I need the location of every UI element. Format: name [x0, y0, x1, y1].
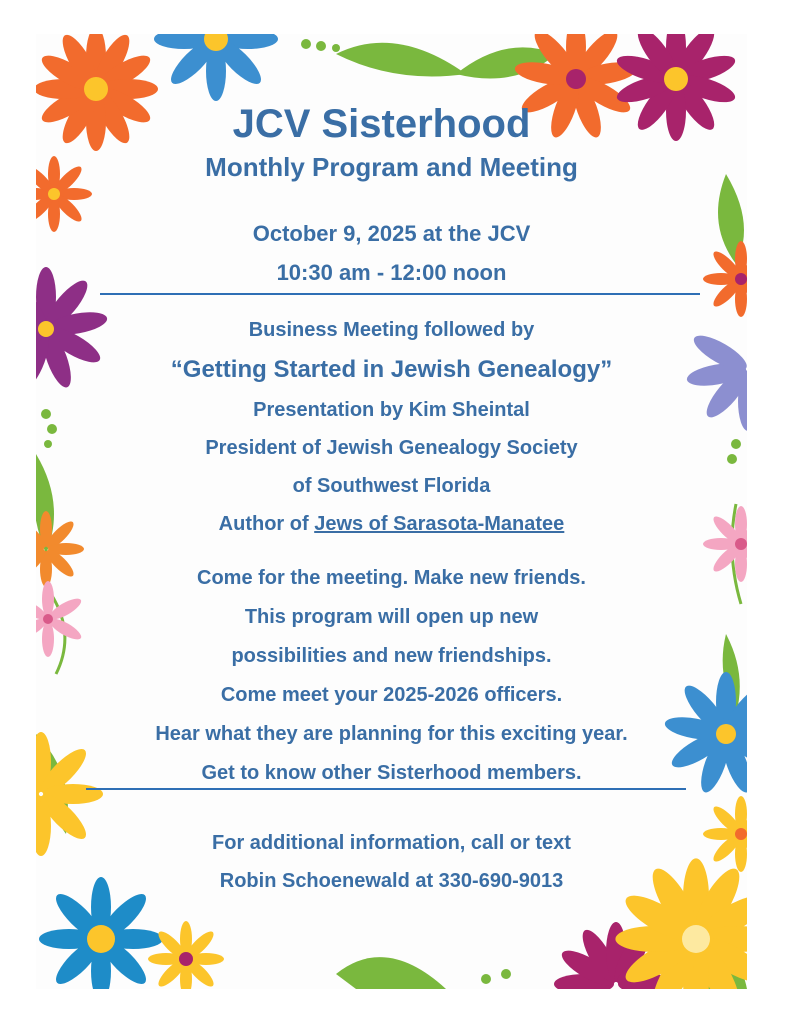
invite-line-4: Come meet your 2025-2026 officers.: [220, 684, 563, 706]
contact-line-2: Robin Schoenewald at 330-690-9013: [219, 870, 564, 892]
author-line: [36, 513, 747, 536]
flyer: [36, 34, 747, 989]
blue-flower: [154, 34, 278, 101]
presenter-line: Presentation by Kim Sheintal: [253, 399, 530, 421]
talk-title: “Getting Started in Jewish Genealogy”: [170, 356, 613, 383]
divider-top: [100, 293, 700, 295]
yellow-flower: [148, 921, 224, 989]
flyer-title: JCV Sisterhood: [232, 102, 531, 146]
invite-line-3: possibilities and new friendships.: [231, 645, 552, 667]
blue-flower: [39, 877, 163, 989]
contact-line-1: For additional information, call or text: [212, 832, 571, 854]
book-title: Jews of Sarasota-Manatee: [314, 513, 565, 535]
invite-line-6: Get to know other Sisterhood members.: [201, 762, 582, 784]
presenter-role-2: of Southwest Florida: [292, 475, 491, 497]
event-date: October 9, 2025 at the JCV: [252, 221, 531, 246]
invite-line-1: Come for the meeting. Make new friends.: [197, 567, 586, 589]
event-time: 10:30 am - 12:00 noon: [276, 260, 507, 285]
presenter-role-1: President of Jewish Genealogy Society: [205, 437, 578, 459]
program-intro: Business Meeting followed by: [248, 319, 535, 341]
invite-line-5: Hear what they are planning for this exciting year.: [155, 723, 628, 745]
invite-line-2: This program will open up new: [244, 606, 539, 628]
author-prefix: Author of: [218, 513, 315, 535]
divider-bottom: [86, 788, 686, 790]
flyer-subtitle: Monthly Program and Meeting: [205, 152, 578, 182]
